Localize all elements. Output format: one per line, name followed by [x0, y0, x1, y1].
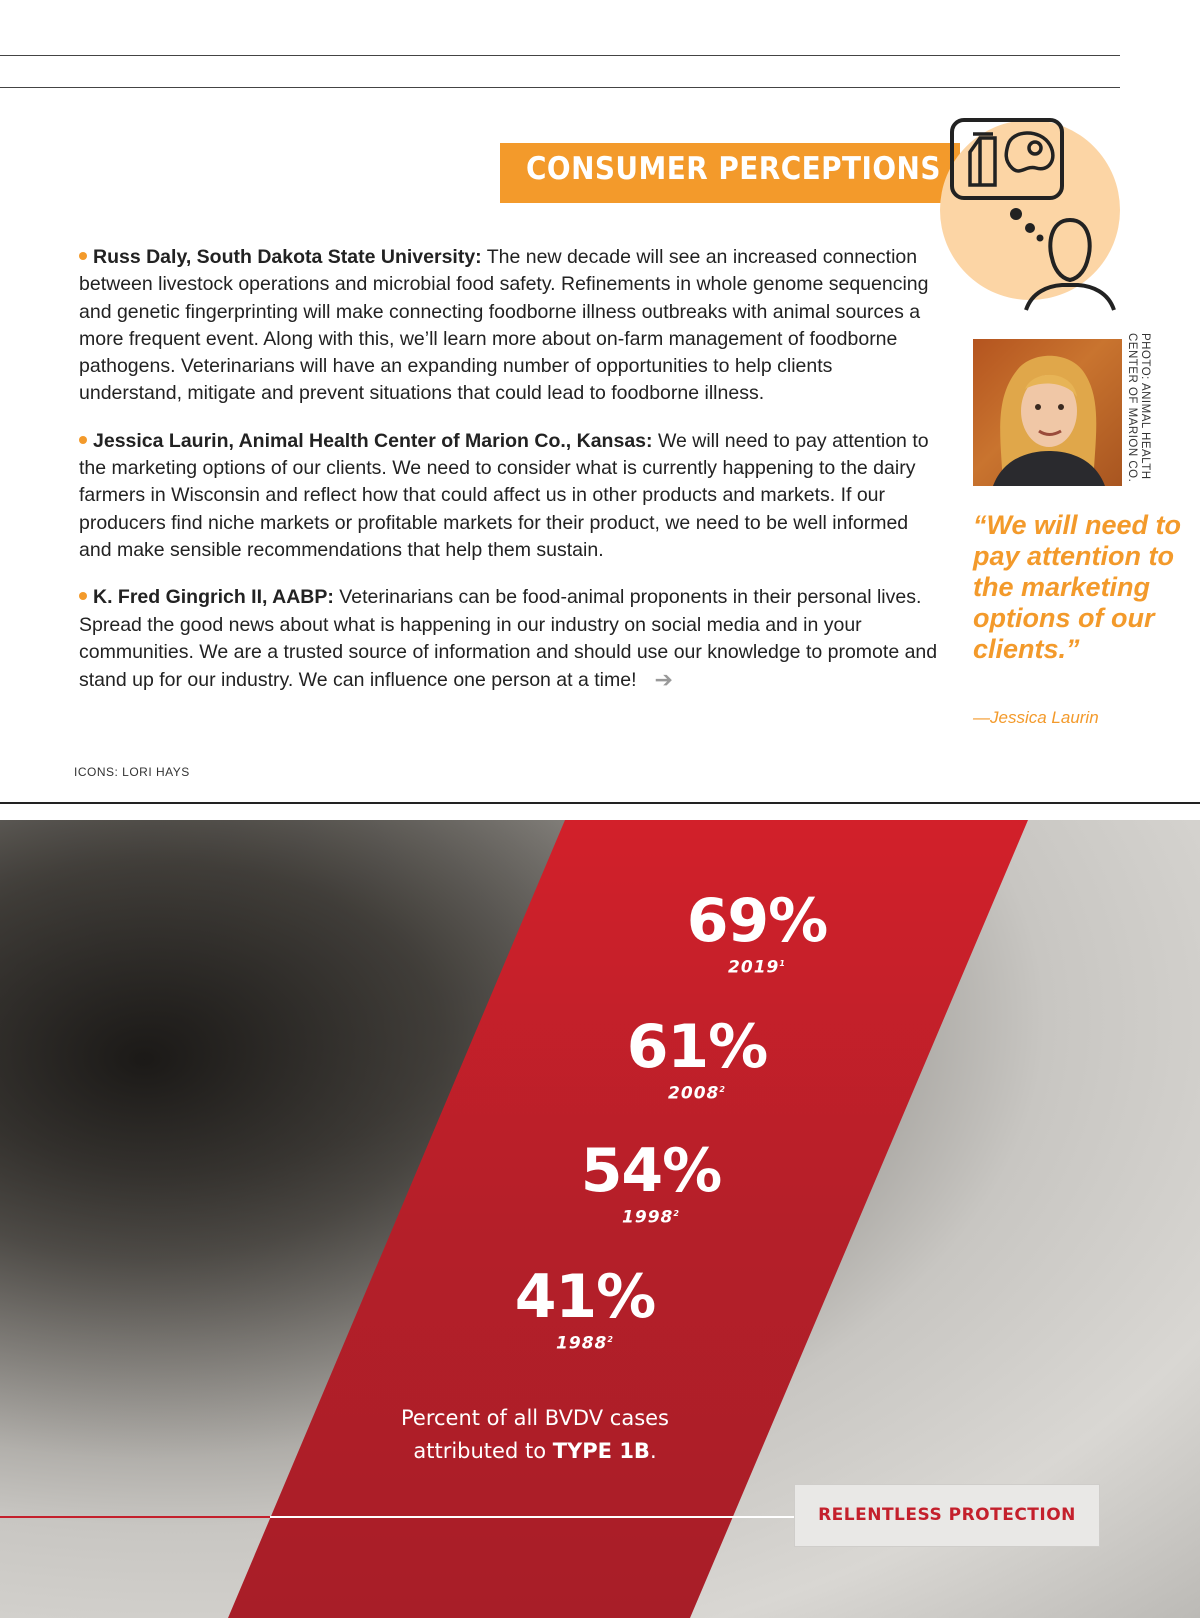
stat-year-text: 1998: [622, 1207, 674, 1228]
footnote-mark: 1: [779, 959, 786, 968]
stat-year-text: 2008: [668, 1083, 720, 1104]
caption-bold: TYPE 1B: [552, 1439, 650, 1463]
paragraph-jessica-laurin: [79, 428, 939, 564]
top-rule-2: [0, 87, 1120, 88]
photo-credit: [1125, 333, 1155, 493]
stat-value: 61%: [626, 1012, 768, 1082]
paragraph-text: Veterinarians can be food-animal proponents in their personal lives. Spread the good news about what is happening in our industry on social media and in your communities. We are a trusted source of information and should use our knowledge to promote and stand up for our industry. We can influence one person at a time!: [79, 586, 938, 692]
bullet-icon: [79, 436, 87, 444]
stat-year: [612, 1080, 782, 1104]
stat-value: 41%: [514, 1262, 656, 1332]
stat-year: [566, 1204, 736, 1228]
ad-caption-line2: [380, 1435, 690, 1468]
person-icon: [1026, 220, 1114, 310]
top-rule: [0, 55, 1120, 56]
article-body: [79, 244, 939, 714]
stat-year-text: 2019: [728, 957, 780, 978]
footnote-mark: 2: [719, 1085, 726, 1094]
stat-year-text: 1988: [556, 1333, 608, 1354]
consumer-thought-icon: [940, 110, 1140, 330]
speaker-name: Russ Daly, South Dakota State University:: [93, 246, 482, 268]
section-divider: [0, 802, 1200, 804]
tag-label: RELENTLESS PROTECTION: [818, 1505, 1076, 1525]
ad-caption-line1: Percent of all BVDV cases: [400, 1406, 669, 1430]
paragraph-text: We will need to pay attention to the marketing options of our clients. We need to consider what is currently happening to the dairy farmers in Wisconsin and reflect how that could affect us in other products and markets. If our producers find niche markets or profitable markets for their product, we need to be well informed and make sensible recommendations that help them sustain.: [79, 429, 929, 561]
photo-credit-line1: PHOTO: ANIMAL HEALTH: [1139, 333, 1151, 480]
paragraph-text: The new decade will see an increased connection between livestock operations and microbial food safety. Refinements in whole genome sequencing and genetic fingerprinting will make connecting foodborne illness outbreaks with animal sources a more frequent event. Along with this, we’ll learn more about on-farm management of foodborne pathogens. Veterinarians will have an expanding number of opportunities to help clients understand, mitigate and prevent situations that could lead to foodborne illness.: [79, 246, 929, 405]
footnote-mark: 2: [607, 1335, 614, 1344]
speaker-name: K. Fred Gingrich II, AABP:: [93, 586, 334, 609]
relentless-protection-tag[interactable]: [794, 1484, 1100, 1547]
stat-value: 54%: [580, 1136, 722, 1206]
stat-2019: [672, 888, 842, 978]
portrait-photo: [973, 339, 1122, 486]
caption-suffix: .: [649, 1439, 657, 1463]
ad-caption: [380, 1402, 690, 1468]
arrow-right-icon[interactable]: ➔: [654, 667, 673, 693]
footnote-mark: 2: [673, 1209, 680, 1218]
bullet-icon: [79, 592, 87, 600]
speaker-name: Jessica Laurin, Animal Health Center of Marion Co., Kansas:: [93, 429, 653, 452]
stat-2008: [612, 1014, 782, 1104]
steak-icon: [1006, 133, 1053, 171]
pull-quote: “We will need to pay attention to the marketing options of our clients.”: [973, 510, 1182, 664]
paragraph-russ-daly: [79, 244, 939, 408]
milk-carton-icon: [970, 134, 995, 185]
bullet-icon: [79, 252, 87, 260]
photo-credit-text: [1125, 333, 1151, 482]
section-banner: [500, 143, 960, 203]
stat-year: [672, 954, 842, 978]
stat-1988: [500, 1264, 670, 1354]
stat-value: 69%: [686, 886, 828, 956]
section-title: CONSUMER PERCEPTIONS: [526, 151, 941, 187]
caption-prefix: attributed to: [413, 1439, 547, 1463]
stat-year: [500, 1330, 670, 1354]
pull-quote-attribution: —Jessica Laurin: [973, 708, 1099, 727]
icons-credit: ICONS: LORI HAYS: [74, 765, 190, 779]
stat-1998: [566, 1138, 736, 1228]
paragraph-fred-gingrich: [79, 584, 939, 694]
photo-credit-line2: CENTER OF MARION CO.: [1126, 333, 1138, 483]
